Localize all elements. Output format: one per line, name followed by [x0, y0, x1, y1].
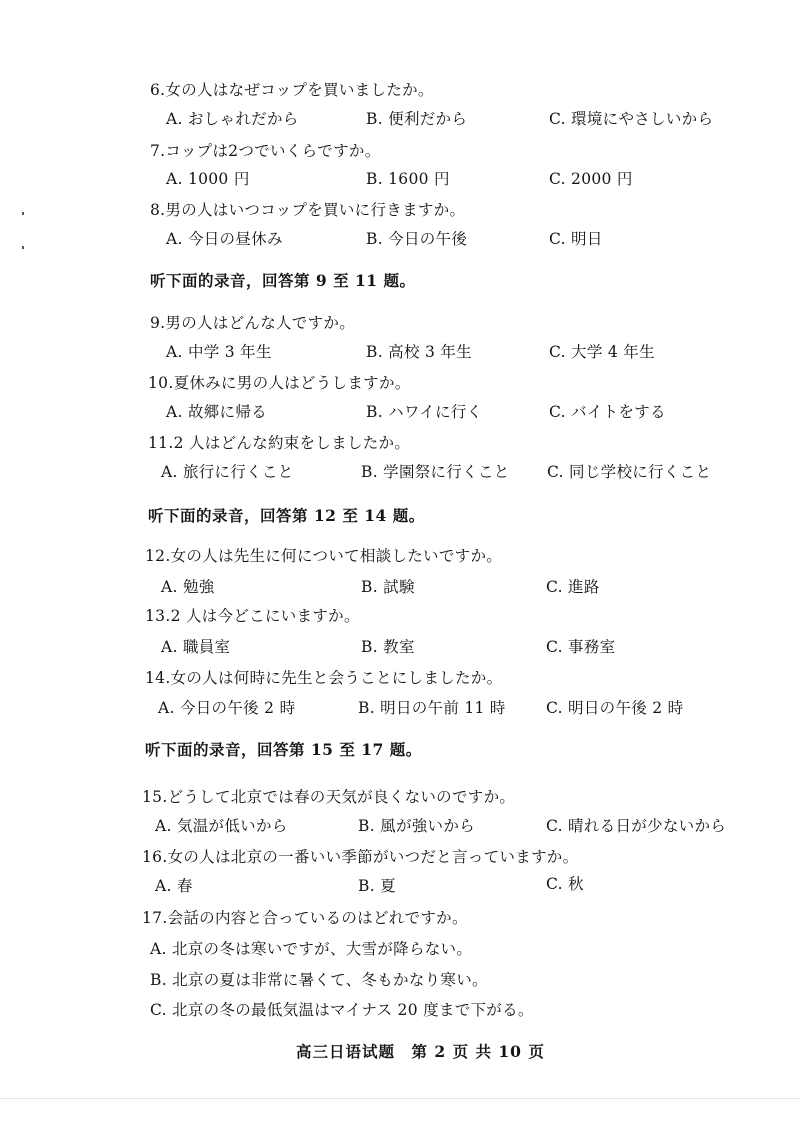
question-6-option-c: C. 環境にやさしいから: [549, 110, 714, 128]
question-7-option-a: A. 1000 円: [166, 170, 250, 188]
question-10-option-c: C. バイトをする: [549, 403, 666, 421]
page-footer: 高三日语试题 第 2 页 共 10 页: [296, 1042, 545, 1061]
question-13-option-c: C. 事務室: [546, 638, 616, 656]
section-instruction: 听下面的录音，回答第 12 至 14 题。: [148, 506, 425, 525]
question-12-option-c: C. 進路: [546, 578, 600, 596]
question-6: 6.女の人はなぜコップを買いましたか。: [150, 81, 434, 99]
question-13: 13.2 人は今どこにいますか。: [145, 607, 360, 625]
question-10-option-a: A. 故郷に帰る: [166, 403, 267, 421]
question-16-option-a: A. 春: [155, 877, 193, 895]
question-8-option-a: A. 今日の昼休み: [166, 230, 283, 248]
question-12: 12.女の人は先生に何について相談したいですか。: [145, 547, 503, 565]
question-16-option-c: C. 秋: [546, 875, 584, 893]
question-9: 9.男の人はどんな人ですか。: [150, 314, 355, 332]
question-11-option-b: B. 学園祭に行くこと: [361, 463, 510, 481]
question-11: 11.2 人はどんな約束をしましたか。: [148, 434, 411, 452]
question-11-option-c: C. 同じ学校に行くこと: [547, 463, 712, 481]
question-8-option-b: B. 今日の午後: [366, 230, 468, 248]
question-6-option-b: B. 便利だから: [366, 110, 468, 128]
question-8: 8.男の人はいつコップを買いに行きますか。: [150, 201, 466, 219]
section-instruction: 听下面的录音，回答第 15 至 17 题。: [145, 740, 422, 759]
question-14: 14.女の人は何時に先生と会うことにしましたか。: [145, 669, 503, 687]
question-9-option-b: B. 高校 3 年生: [366, 343, 472, 361]
question-7-option-b: B. 1600 円: [366, 170, 450, 188]
question-17-option-b: B. 北京の夏は非常に暑くて、冬もかなり寒い。: [150, 971, 488, 989]
question-17-option-a: A. 北京の冬は寒いですが、大雪が降らない。: [150, 940, 473, 958]
question-9-option-a: A. 中学 3 年生: [166, 343, 272, 361]
question-15-option-a: A. 気温が低いから: [155, 817, 288, 835]
margin-mark: [22, 246, 24, 249]
question-11-option-a: A. 旅行に行くこと: [161, 463, 294, 481]
scan-edge: [0, 1098, 800, 1099]
question-14-option-b: B. 明日の午前 11 時: [358, 699, 506, 717]
question-10-option-b: B. ハワイに行く: [366, 403, 483, 421]
question-10: 10.夏休みに男の人はどうしますか。: [148, 374, 411, 392]
question-16-option-b: B. 夏: [358, 877, 396, 895]
question-6-option-a: A. おしゃれだから: [166, 110, 299, 128]
question-8-option-c: C. 明日: [549, 230, 603, 248]
question-15-option-b: B. 風が強いから: [358, 817, 475, 835]
question-13-option-b: B. 教室: [361, 638, 415, 656]
question-16: 16.女の人は北京の一番いい季節がいつだと言っていますか。: [142, 848, 579, 866]
question-13-option-a: A. 職員室: [161, 638, 231, 656]
question-15: 15.どうして北京では春の天気が良くないのですか。: [142, 788, 516, 806]
question-9-option-c: C. 大学 4 年生: [549, 343, 655, 361]
question-17: 17.会話の内容と合っているのはどれですか。: [142, 909, 468, 927]
question-7: 7.コップは2つでいくらですか。: [150, 142, 381, 160]
margin-mark: [22, 212, 24, 215]
question-14-option-c: C. 明日の午後 2 時: [546, 699, 684, 717]
question-15-option-c: C. 晴れる日が少ないから: [546, 817, 727, 835]
question-12-option-b: B. 試験: [361, 578, 415, 596]
question-14-option-a: A. 今日の午後 2 時: [158, 699, 296, 717]
section-instruction: 听下面的录音，回答第 9 至 11 题。: [150, 271, 416, 290]
question-7-option-c: C. 2000 円: [549, 170, 633, 188]
question-17-option-c: C. 北京の冬の最低気温はマイナス 20 度まで下がる。: [150, 1001, 534, 1019]
question-12-option-a: A. 勉強: [161, 578, 215, 596]
